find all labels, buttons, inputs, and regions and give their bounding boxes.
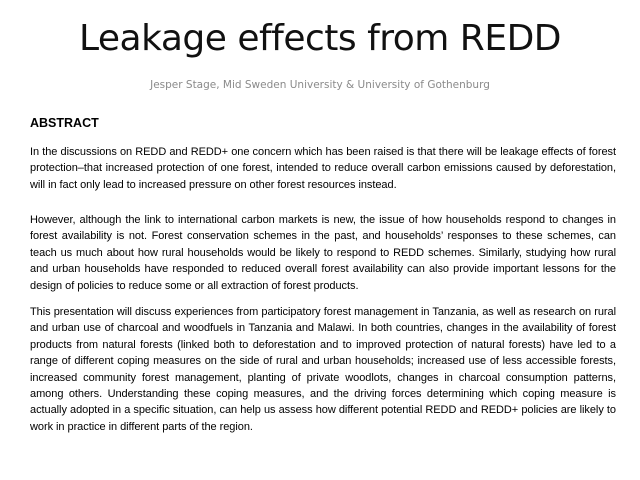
abstract-heading: ABSTRACT (30, 116, 99, 130)
slide-subtitle: Jesper Stage, Mid Sweden University & University of Gothenburg (150, 79, 490, 91)
slide-title: Leakage effects from REDD (78, 18, 562, 59)
abstract-paragraph-1: In the discussions on REDD and REDD+ one concern which has been raised is that there will be leakage effects of forest protection–that increased protection of one forest, intended to reduce overall carbon emissions caused by deforestation, will in fact only lead to increased pressure on other forest resources instead. (30, 146, 616, 191)
abstract-paragraph-3: This presentation will discuss experiences from participatory forest management in Tanzania, as well as research on rural and urban use of charcoal and woodfuels in Tanzania and Malawi. In both countries, changes in the availability of forest products from natural forests (linked both to deforestation and to improved protection of natural forests) have led to a range of different coping measures on the side of rural and urban households; increased use of less accessible forests, increased community forest management, planting of private woodlots, changes in charcoal consumption patterns, among others. Understanding these coping measures, and the driving forces determining which coping measure is actually adopted in a specific situation, can help us assess how different potential REDD and REDD+ policies are likely to work in practice in different parts of the region. (30, 306, 616, 433)
abstract-paragraph-2: However, although the link to international carbon markets is new, the issue of how households respond to changes in forest availability is not. Forest conservation schemes in the past, and households’ responses to these schemes, can teach us much about how rural households would be likely to respond to REDD schemes. Similarly, studying how rural and urban households have responded to reduced overall forest availability can also provide important lessons for the design of policies to reduce some or all extraction of forest products. (30, 214, 616, 292)
